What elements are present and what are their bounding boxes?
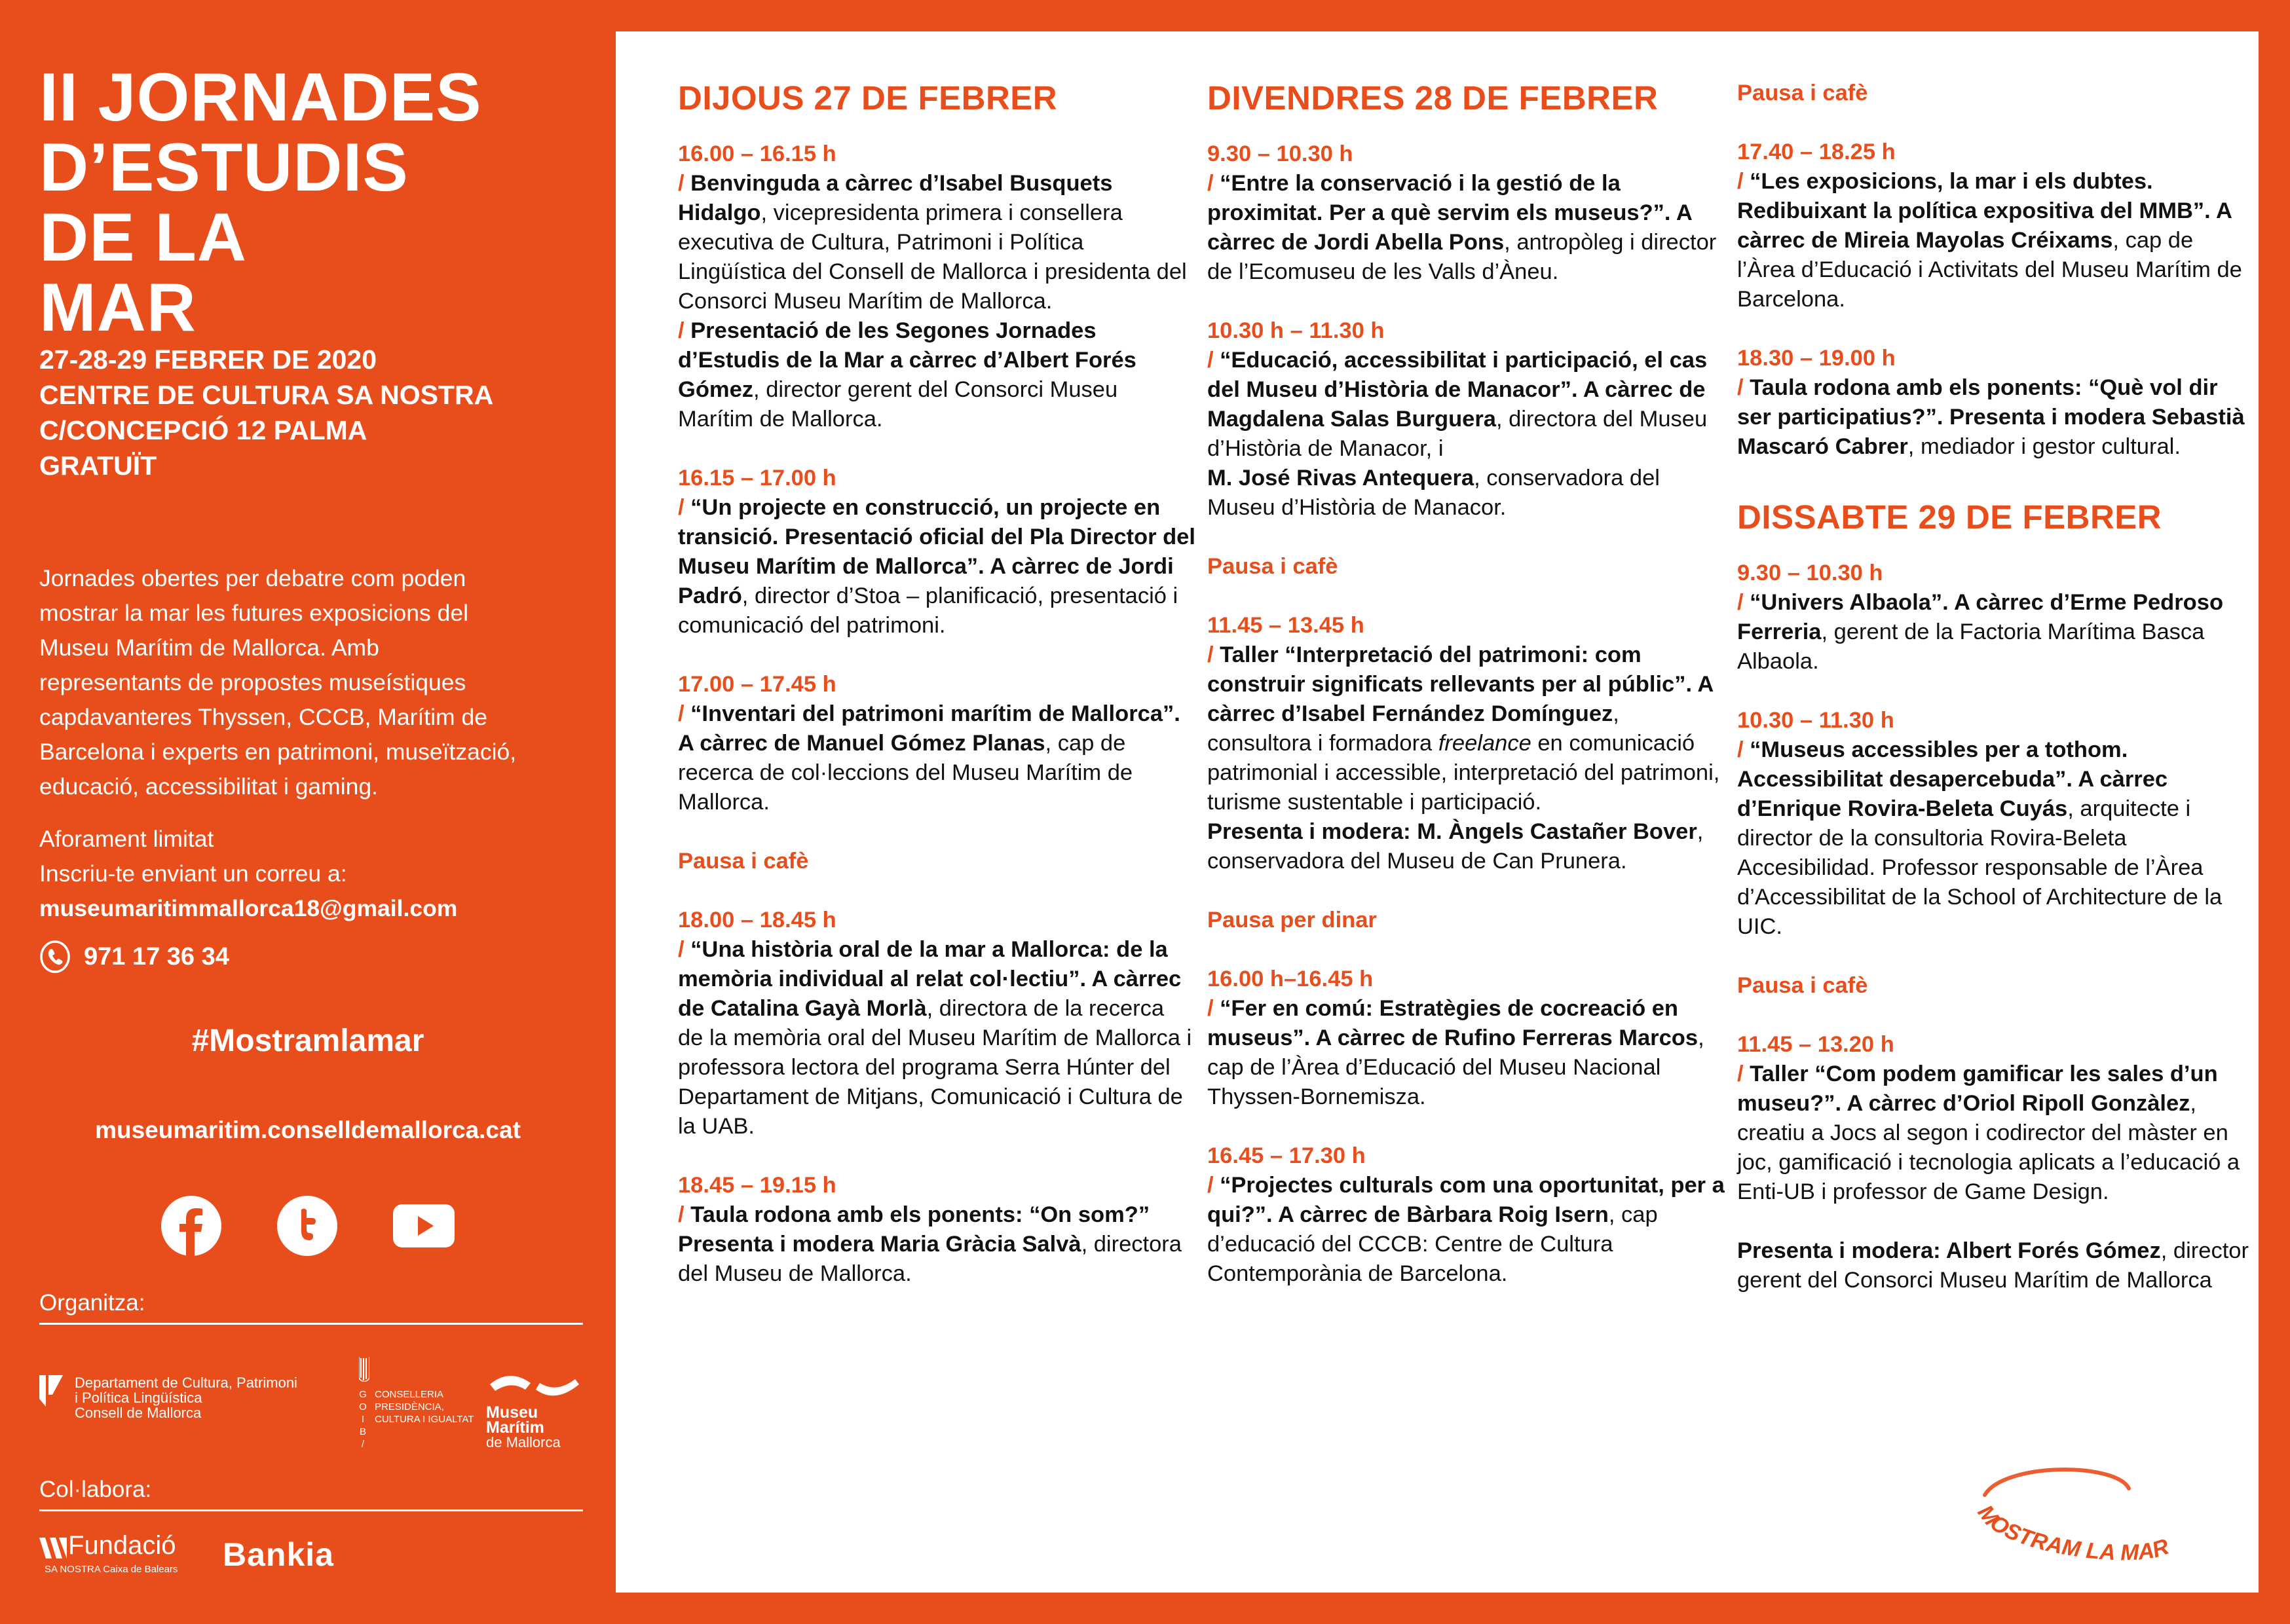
session <box>1207 139 1725 287</box>
spacer <box>1207 118 1725 139</box>
slash-bullet: / <box>1207 1173 1220 1198</box>
spacer <box>1737 537 2255 559</box>
slash-bullet: / <box>1207 642 1220 667</box>
spacer <box>1207 1112 1725 1141</box>
description-line: mostrar la mar les futures exposicions del <box>39 600 469 626</box>
session-description <box>678 699 1195 817</box>
slash-bullet: / <box>1207 996 1220 1021</box>
session-description <box>1737 1060 2255 1207</box>
fundacio-mark-icon <box>39 1538 67 1559</box>
session-title-speaker: “Les exposicions, la mar i els dubtes. Redibuixant la política expositiva del MMB”. A càrrec de Mireia Mayolas Créixams <box>1737 169 2232 253</box>
session-time: 18.00 – 18.45 h <box>678 908 836 932</box>
program-panel <box>616 31 2259 1593</box>
phone-icon <box>39 940 71 974</box>
spacer <box>1737 942 2255 971</box>
slash-bullet: / <box>1737 375 1750 400</box>
session-description <box>678 316 1195 434</box>
logo-museu-maritim <box>486 1370 584 1450</box>
event-venue: CENTRE DE CULTURA SA NOSTRA <box>39 380 494 410</box>
logo-text: SA NOSTRA Caixa de Balears <box>45 1564 178 1575</box>
session-title-speaker: M. José Rivas Antequera <box>1207 466 1474 490</box>
goib-letter: I <box>361 1414 365 1425</box>
speaker-role: , directora de la recerca de la memòria oral del Museu Marítim de Mallorca i professora lectora del programa Serra Húnter del Departament de Mitjans, Comunicació i Cultura de la UAB. <box>678 996 1192 1139</box>
phone-contact[interactable] <box>39 940 229 974</box>
session-title-speaker: “Inventari del patrimoni marítim de Mallorca”. A càrrec de Manuel Gómez Planas <box>678 701 1180 756</box>
session-description <box>1737 735 2255 942</box>
session-title-speaker: “Museus accessibles per a tothom. Accessibilitat desapercebuda”. A càrrec d’Enrique Rovira-Beleta Cuyás <box>1737 737 2168 821</box>
session <box>1737 1030 2255 1295</box>
social-links <box>0 1195 616 1257</box>
session-title-speaker: “Educació, accessibilitat i participació, el cas del Museu d’Història de Manacor”. A càrrec de Magdalena Salas Burguera <box>1207 348 1708 432</box>
session-title-speaker: Benvinguda a càrrec d’Isabel Busquets Hidalgo <box>678 171 1113 225</box>
session-description <box>1737 373 2255 462</box>
mostram-la-mar-stamp <box>1965 1449 2188 1580</box>
logo-text: PRESIDÈNCIA, <box>375 1401 444 1412</box>
day-heading: DIVENDRES 28 DE FEBRER <box>1207 79 1659 117</box>
session-description <box>1207 464 1725 523</box>
description-line: Museu Marítim de Mallorca. Amb <box>39 635 379 661</box>
session-title-speaker: “Projectes culturals com una oportunitat, per a qui?”. A càrrec de Bàrbara Roig Isern <box>1207 1173 1725 1227</box>
event-dates: 27-28-29 FEBRER DE 2020 <box>39 344 377 375</box>
speaker-role: , directora del Museu d’Història de Manacor, i <box>1207 407 1708 461</box>
day-heading: DISSABTE 29 DE FEBRER <box>1737 498 2162 536</box>
spacer <box>678 118 1195 139</box>
session-description <box>678 1230 1195 1289</box>
logo-text: Fundació <box>68 1531 176 1560</box>
session <box>1737 79 2255 108</box>
session <box>1737 344 2255 462</box>
spacer <box>1737 108 2255 138</box>
collaborates-label: Col·labora: <box>39 1477 152 1502</box>
session-description <box>1207 1171 1725 1289</box>
spacer <box>678 876 1195 906</box>
spacer <box>1737 1001 2255 1030</box>
session-description <box>1207 640 1725 817</box>
session <box>1207 965 1725 1112</box>
speaker-role: , cap de recerca de col·leccions del Museu Marítim de Mallorca. <box>678 731 1133 815</box>
spacer <box>678 434 1195 464</box>
logo-text: CONSELLERIA <box>375 1389 444 1400</box>
logo-text: Marítim <box>486 1418 544 1437</box>
session-title-speaker: Presentació de les Segones Jornades d’Estudis de la Mar a càrrec d’Albert Forés Gómez <box>678 318 1136 402</box>
speaker-role: , creatiu a Jocs al segon i codirector del màster en joc, gamificació i tecnologia aplicats a l’educació a Enti-UB i professor de Game Design. <box>1737 1091 2240 1204</box>
session <box>1207 906 1725 935</box>
speaker-role: , conservadora del Museu de Can Prunera. <box>1207 819 1704 874</box>
speaker-role: , gerent de la Factoria Marítima Basca Albaola. <box>1737 619 2205 674</box>
session-time: 9.30 – 10.30 h <box>1737 561 1883 585</box>
goib-letter: B <box>359 1426 366 1437</box>
title-line: D’ESTUDIS <box>39 130 409 206</box>
slash-bullet: / <box>1207 348 1220 373</box>
logo-text: CULTURA I IGUALTAT <box>375 1414 474 1425</box>
break-label: Pausa i cafè <box>678 849 809 874</box>
stamp-text-wrapper <box>1973 1500 2173 1565</box>
session <box>678 670 1195 817</box>
goib-letter: G <box>359 1389 367 1400</box>
session-title-speaker: “Una història oral de la mar a Mallorca: de la memòria individual al relat col·lectiu”. A càrrec de Catalina Gayà Morlà <box>678 937 1182 1021</box>
session <box>678 464 1195 640</box>
session-time: 11.45 – 13.45 h <box>1207 613 1364 638</box>
session-time: 16.15 – 17.00 h <box>678 466 836 490</box>
program-column-friday <box>1207 79 1725 1289</box>
spacer <box>678 640 1195 670</box>
spacer <box>1207 935 1725 965</box>
logo-text: Consell de Mallorca <box>75 1405 202 1421</box>
museu-wave-icon <box>486 1370 584 1403</box>
speaker-role: , cap de l’Àrea d’Educació del Museu Nacional Thyssen-Bornemisza. <box>1207 1025 1704 1109</box>
session-description <box>1737 167 2255 314</box>
session <box>678 847 1195 876</box>
break-label: Pausa i cafè <box>1737 81 1868 105</box>
event-title <box>39 60 482 346</box>
speaker-role: , director d’Stoa – planificació, presentació i comunicació del patrimoni. <box>678 583 1178 638</box>
break-label: Pausa i cafè <box>1737 973 1868 998</box>
title-line: II JORNADES <box>39 60 482 136</box>
session-description <box>1207 346 1725 464</box>
session <box>678 906 1195 1141</box>
session <box>1207 552 1725 581</box>
session-time: 16.45 – 17.30 h <box>1207 1143 1366 1168</box>
speaker-role: , mediador i gestor cultural. <box>1907 434 2181 459</box>
slash-bullet: / <box>678 171 691 196</box>
speaker-role: en comunicació patrimonial i accessible, interpretació del patrimoni, turisme sustentable i participació. <box>1207 731 1720 815</box>
speaker-role: , arquitecte i director de la consultoria Rovira-Beleta Accesibilidad. Professor responsable de l’Àrea d’Accessibilitat de la School of Architecture de la UIC. <box>1737 796 2223 939</box>
session-title-speaker: “Fer en comú: Estratègies de cocreació en museus”. A càrrec de Rufino Ferreras Marcos <box>1207 996 1699 1050</box>
session-description <box>1207 994 1725 1112</box>
session-description <box>1207 169 1725 287</box>
session-time: 16.00 h–16.45 h <box>1207 967 1374 991</box>
session <box>1207 316 1725 523</box>
session <box>678 139 1195 434</box>
spacer <box>1207 523 1725 552</box>
consell-mark-icon <box>39 1375 63 1407</box>
email-link[interactable]: museumaritimmallorca18@gmail.com <box>39 895 458 921</box>
break-label: Pausa per dinar <box>1207 908 1377 932</box>
title-line: MAR <box>39 270 197 346</box>
session-title-speaker: “Univers Albaola”. A càrrec d’Erme Pedroso Ferreria <box>1737 590 2224 644</box>
event-address: C/CONCEPCIÓ 12 PALMA <box>39 415 367 445</box>
slash-bullet: / <box>1207 171 1220 196</box>
spacer <box>1207 876 1725 906</box>
description-line: Barcelona i experts en patrimoni, museïtzació, <box>39 739 517 765</box>
youtube-icon[interactable] <box>393 1195 455 1257</box>
divider <box>39 1323 583 1325</box>
registration-info <box>39 822 457 926</box>
spacer <box>1737 314 2255 344</box>
spacer <box>1207 287 1725 316</box>
goib-letter: / <box>361 1439 365 1450</box>
session-time: 9.30 – 10.30 h <box>1207 141 1353 166</box>
session-title-speaker: Presenta i modera: M. Àngels Castañer Bover <box>1207 819 1697 844</box>
logo-text: i Política Lingüística <box>75 1390 202 1406</box>
slash-bullet: / <box>678 318 691 343</box>
session-description <box>678 493 1195 640</box>
phone-number: 971 17 36 34 <box>84 942 229 970</box>
speaker-role: , cap de l’Àrea d’Educació i Activitats del Museu Marítim de Barcelona. <box>1737 228 2242 312</box>
stamp-text: MOSTRAM LA MAR <box>1972 1500 2172 1566</box>
session-time: 10.30 h – 11.30 h <box>1207 318 1385 343</box>
session <box>1737 971 2255 1001</box>
session-description <box>678 1200 1195 1230</box>
day-heading: DIJOUS 27 DE FEBRER <box>678 79 1058 117</box>
speaker-role: , directora del Museu de Mallorca. <box>678 1232 1182 1286</box>
session-title-speaker: Presenta i modera: Albert Forés Gómez <box>1737 1238 2161 1263</box>
event-price: GRATUÏT <box>39 451 157 481</box>
spacer <box>678 817 1195 847</box>
goib-letter: O <box>359 1401 367 1412</box>
session-title-speaker: Presenta i modera Maria Gràcia Salvà <box>678 1232 1081 1257</box>
session-time: 16.00 – 16.15 h <box>678 141 836 166</box>
spacer <box>1737 676 2255 706</box>
logo-fundacio-sa-nostra <box>39 1532 178 1575</box>
session-description <box>1737 588 2255 676</box>
slash-bullet: / <box>678 1202 691 1227</box>
speaker-role: , cap d’educació del CCCB: Centre de Cultura Contemporània de Barcelona. <box>1207 1202 1658 1286</box>
speaker-role: , antropòleg i director de l’Ecomuseu de les Valls d’Àneu. <box>1207 230 1717 284</box>
session-title-speaker: Taller “Interpretació del patrimoni: com construir significats rellevants per al públic”. A càrrec d’Isabel Fernández Domínguez <box>1207 642 1713 726</box>
description-line: educació, accessibilitat i gaming. <box>39 773 378 800</box>
description-line: capdavanteres Thyssen, CCCB, Marítim de <box>39 704 487 730</box>
session-description <box>678 169 1195 316</box>
session-description <box>1207 817 1725 876</box>
session-title-speaker: Taula rodona amb els ponents: “On som?” <box>690 1202 1150 1227</box>
slash-bullet: / <box>1737 169 1750 194</box>
stamp-ring-decoration <box>1985 1469 2129 1495</box>
program-column-thursday <box>678 79 1195 1289</box>
session-title-speaker: “Entre la conservació i la gestió de la proximitat. Per a què servim els museus?”. A càrrec de Jordi Abella Pons <box>1207 171 1692 255</box>
speaker-role: , consultora i formadora <box>1207 701 1619 756</box>
spacer <box>678 1141 1195 1171</box>
session <box>1207 1141 1725 1289</box>
session <box>1207 611 1725 876</box>
break-label: Pausa i cafè <box>1207 554 1338 579</box>
logo-text: Museu <box>486 1403 538 1422</box>
capacity-note: Aforament limitat <box>39 826 214 852</box>
session-title-speaker: Taula rodona amb els ponents: “Què vol dir ser participatius?”. Presenta i modera Sebastià Mascaró Cabrer <box>1737 375 2245 459</box>
session <box>1737 138 2255 314</box>
divider <box>39 1509 583 1511</box>
session-time: 17.40 – 18.25 h <box>1737 139 1896 164</box>
logo-text: Departament de Cultura, Patrimoni <box>75 1375 297 1391</box>
facebook-icon[interactable] <box>160 1195 222 1257</box>
slash-bullet: / <box>1737 590 1750 615</box>
session <box>678 1171 1195 1289</box>
description-line: Jornades obertes per debatre com poden <box>39 565 466 591</box>
speaker-role: , conservadora del Museu d’Història de Manacor. <box>1207 466 1660 520</box>
session-description <box>678 935 1195 1141</box>
session-title-speaker: “Un projecte en construcció, un projecte en transició. Presentació oficial del Pla Director del Museu Marítim de Mallorca”. A càrrec de Jordi Padró <box>678 495 1195 608</box>
event-description <box>39 561 590 804</box>
session-time: 17.00 – 17.45 h <box>678 672 836 697</box>
speaker-role: , vicepresidenta primera i consellera executiva de Cultura, Patrimoni i Política Lingüística del Consell de Mallorca i presidenta del Consorci Museu Marítim de Mallorca. <box>678 200 1187 314</box>
speaker-role: , director gerent del Consorci Museu Marítim de Mallorca. <box>678 377 1118 432</box>
twitter-icon[interactable] <box>276 1195 338 1257</box>
slash-bullet: / <box>678 495 691 520</box>
session-description <box>1737 1236 2255 1295</box>
slash-bullet: / <box>1737 737 1750 762</box>
session-title-speaker: Taller “Com podem gamificar les sales d’un museu?”. A càrrec d’Oriol Ripoll Gonzàlez <box>1737 1061 2218 1116</box>
hashtag: #Mostramlamar <box>191 1024 424 1058</box>
logo-text: de Mallorca <box>486 1434 561 1450</box>
session-time: 18.45 – 19.15 h <box>678 1173 836 1198</box>
title-line: DE LA <box>39 200 247 276</box>
session-time: 10.30 – 11.30 h <box>1737 708 1894 733</box>
goib-shield-icon <box>359 1357 369 1382</box>
italic-term: freelance <box>1438 731 1531 756</box>
program-column-friday-saturday <box>1737 79 2255 1295</box>
organizes-label: Organitza: <box>39 1290 145 1316</box>
description-line: representants de propostes museístiques <box>39 669 466 695</box>
spacer <box>1737 1207 2255 1236</box>
logo-consell-de-mallorca <box>39 1375 297 1420</box>
logo-bankia: Bankia <box>223 1536 334 1573</box>
spacer <box>1737 462 2255 498</box>
slash-bullet: / <box>678 937 691 962</box>
session <box>1737 706 2255 942</box>
speaker-role: , director gerent del Consorci Museu Marítim de Mallorca <box>1737 1238 2249 1293</box>
session-time: 11.45 – 13.20 h <box>1737 1032 1894 1057</box>
event-info <box>39 342 493 483</box>
spacer <box>1207 581 1725 611</box>
slash-bullet: / <box>1737 1061 1750 1086</box>
website-link[interactable]: museumaritim.conselldemallorca.cat <box>95 1116 521 1143</box>
register-note: Inscriu-te enviant un correu a: <box>39 860 347 887</box>
session-time: 18.30 – 19.00 h <box>1737 346 1896 371</box>
slash-bullet: / <box>678 701 691 726</box>
session <box>1737 559 2255 676</box>
